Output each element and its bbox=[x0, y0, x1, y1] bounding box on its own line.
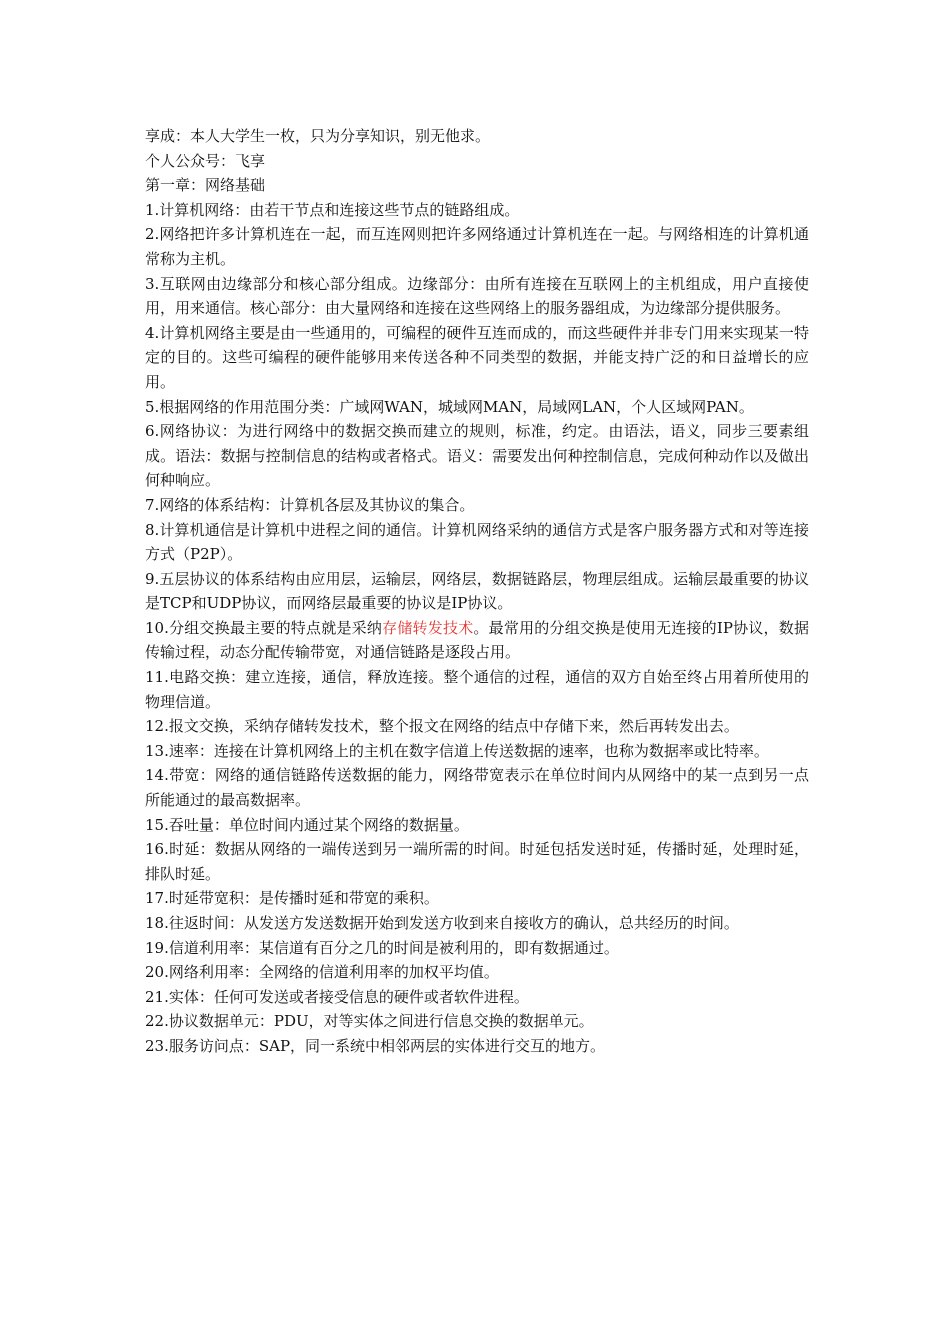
item-7: 7.网络的体系结构：计算机各层及其协议的集合。 bbox=[145, 495, 475, 514]
item-20: 20.网络利用率：全网络的信道利用率的加权平均值。 bbox=[145, 963, 499, 982]
item-22: 22.协议数据单元：PDU，对等实体之间进行信息交换的数据单元。 bbox=[145, 1012, 594, 1031]
item-17: 17.时延带宽积：是传播时延和带宽的乘积。 bbox=[145, 889, 439, 908]
item-16: 16.时延：数据从网络的一端传送到另一端所需的时间。时延包括发送时延，传播时延，处理时延，排队时延。 bbox=[145, 840, 809, 883]
item-8: 8.计算机通信是计算机中进程之间的通信。计算机网络采纳的通信方式是客户服务器方式和对等连接方式（P2P）。 bbox=[145, 520, 809, 564]
item-15: 15.吞吐量：单位时间内通过某个网络的数据量。 bbox=[145, 815, 469, 834]
item-1: 1.计算机网络：由若干节点和连接这些节点的链路组成。 bbox=[145, 200, 520, 219]
chapter-heading: 第一章：网络基础 bbox=[145, 176, 266, 195]
document-body bbox=[145, 124, 809, 1059]
item-19: 19.信道利用率：某信道有百分之几的时间是被利用的，即有数据通过。 bbox=[145, 938, 619, 957]
item-3: 3.互联网由边缘部分和核心部分组成。边缘部分：由所有连接在互联网上的主机组成，用户直接使用，用来通信。核心部分：由大量网络和连接在这些网络上的服务器组成，为边缘部分提供服务。 bbox=[145, 274, 809, 318]
item-4: 4.计算机网络主要是由一些通用的，可编程的硬件互连而成的，而这些硬件并非专门用来实现某一特定的目的。这些可编程的硬件能够用来传送各种不同类型的数据，并能支持广泛的和日益增长的应用。 bbox=[145, 323, 809, 391]
item-23: 23.服务访问点：SAP，同一系统中相邻两层的实体进行交互的地方。 bbox=[145, 1036, 606, 1055]
item-10-before: 10.分组交换最主要的特点就是采纳 bbox=[145, 618, 383, 637]
intro-line: 享成：本人大学生一枚，只为分享知识，别无他求。 bbox=[145, 127, 491, 145]
item-10-after: 。最常用的分组交换是使用无连接的IP协议，数据传输过程，动态分配传输带宽，对通信链路是逐段占用。 bbox=[145, 618, 809, 662]
item-11: 11.电路交换：建立连接，通信，释放连接。整个通信的过程，通信的双方自始至终占用着所使用的物理信道。 bbox=[145, 668, 809, 711]
item-6: 6.网络协议：为进行网络中的数据交换而建立的规则，标准，约定。由语法，语义，同步三要素组成。语法：数据与控制信息的结构或者格式。语义：需要发出何种控制信息，完成何种动作以及做出何种响应。 bbox=[145, 422, 809, 490]
item-13: 13.速率：连接在计算机网络上的主机在数字信道上传送数据的速率，也称为数据率或比特率。 bbox=[145, 741, 769, 760]
item-2: 2.网络把许多计算机连在一起，而互连网则把许多网络通过计算机连在一起。与网络相连的计算机通常称为主机。 bbox=[145, 225, 809, 268]
item-10 bbox=[145, 616, 809, 665]
account-line: 个人公众号：飞享 bbox=[145, 151, 266, 170]
item-10-highlight: 存储转发技术 bbox=[382, 618, 474, 637]
item-14: 14.带宽：网络的通信链路传送数据的能力，网络带宽表示在单位时间内从网络中的某一点到另一点所能通过的最高数据率。 bbox=[145, 766, 809, 810]
item-5: 5.根据网络的作用范围分类：广域网WAN，城域网MAN，局域网LAN，个人区域网PAN。 bbox=[145, 397, 754, 416]
item-9: 9.五层协议的体系结构由应用层，运输层，网络层，数据链路层，物理层组成。运输层最重要的协议是TCP和UDP协议，而网络层最重要的协议是IP协议。 bbox=[145, 569, 809, 613]
item-12: 12.报文交换，采纳存储转发技术，整个报文在网络的结点中存储下来，然后再转发出去。 bbox=[145, 717, 739, 736]
item-18: 18.往返时间：从发送方发送数据开始到发送方收到来自接收方的确认，总共经历的时间。 bbox=[145, 914, 739, 932]
item-21: 21.实体：任何可发送或者接受信息的硬件或者软件进程。 bbox=[145, 987, 529, 1006]
